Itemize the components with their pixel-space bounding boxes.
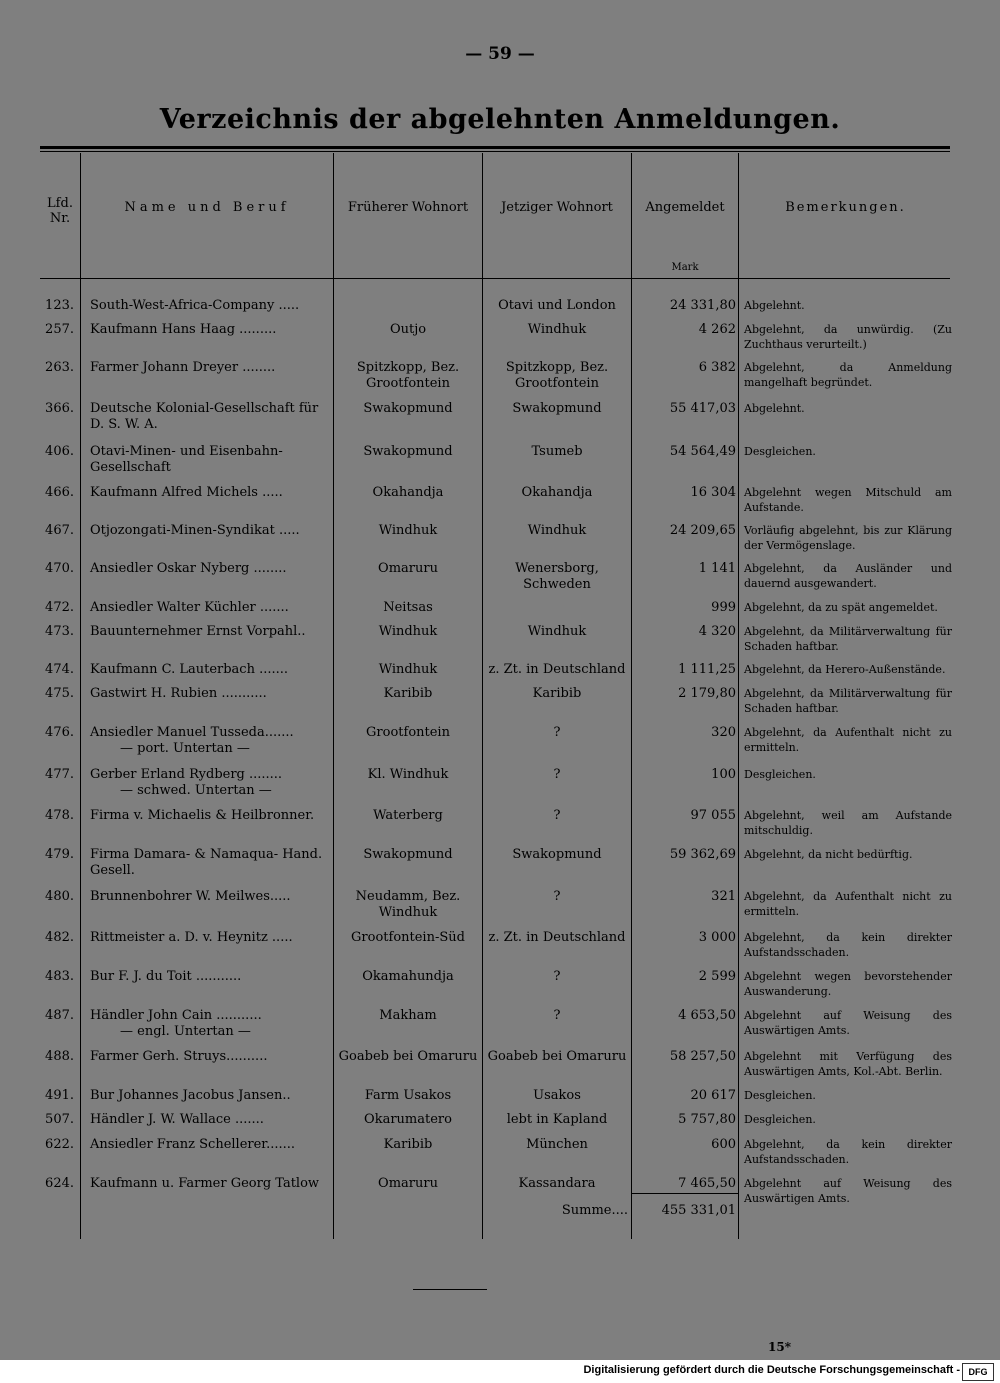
row-number: 479. [45,847,74,862]
row-frueher: Neudamm, Bez. Windhuk [355,889,461,920]
row-number: 470. [45,561,74,576]
row-frueher: Waterberg [373,808,443,823]
row-number: 480. [45,889,74,904]
row-bemerkung: Abgelehnt, weil am Aufstande mitschuldig. [744,809,952,837]
row-amount: 100 [711,767,736,782]
row-frueher: Outjo [389,322,427,337]
row-bemerkung: Vorläufig abgelehnt, bis zur Klärung der Vermögenslage. [744,524,952,552]
row-amount: 320 [711,725,736,740]
top-rule-thin [40,151,950,152]
row-bemerkung: Abgelehnt, da unwürdig. (Zu Zuchthaus verurteilt.) [744,323,952,351]
row-number: 477. [45,767,74,782]
row-bemerkung: Abgelehnt auf Weisung des Auswärtigen Amts. [744,1177,952,1205]
row-bemerkung: Abgelehnt, da nicht bedürftig. [744,848,913,861]
row-frueher: Spitzkopp, Bez. Grootfontein [356,360,460,391]
top-rule [40,146,950,149]
row-name: Ansiedler Walter Küchler ....... [90,600,289,615]
row-bemerkung: Desgleichen. [744,1113,816,1126]
row-name: Farmer Johann Dreyer ........ [90,360,276,375]
footer-bar [0,1360,1000,1383]
row-jetzt: Tsumeb [531,444,583,459]
row-frueher: Swakopmund [363,847,453,862]
end-rule [413,1289,487,1290]
row-frueher: Makham [379,1008,437,1023]
row-frueher: Omaruru [378,1176,438,1191]
signature-mark: 15* [768,1340,791,1354]
row-bemerkung: Abgelehnt, da Herero-Außenstände. [744,663,946,676]
row-bemerkung: Abgelehnt, da Ausländer und dauernd ausgewandert. [744,562,952,590]
row-frueher: Okamahundja [362,969,454,984]
row-bemerkung: Abgelehnt. [744,402,805,415]
row-number: 257. [45,322,74,337]
row-number: 483. [45,969,74,984]
dfg-logo: DFG [962,1363,994,1381]
row-number: 507. [45,1112,74,1127]
row-number: 466. [45,485,74,500]
row-jetzt: Kassandara [518,1176,596,1191]
row-bemerkung: Desgleichen. [744,1089,816,1102]
row-frueher: Swakopmund [363,401,453,416]
row-number: 473. [45,624,74,639]
row-number: 406. [45,444,74,459]
row-jetzt: Usakos [533,1088,581,1103]
row-bemerkung: Desgleichen. [744,445,816,458]
row-amount: 1 141 [698,561,736,576]
row-jetzt: Windhuk [527,523,587,538]
row-frueher: Okahandja [372,485,444,500]
row-jetzt: Karibib [532,686,582,701]
row-frueher: Windhuk [378,624,438,639]
row-name-note: — port. Untertan — [120,741,250,756]
row-number: 366. [45,401,74,416]
row-number: 474. [45,662,74,677]
row-name: Händler John Cain ........... [90,1008,262,1023]
row-bemerkung: Abgelehnt mit Verfügung des Auswärtigen Amts, Kol.-Abt. Berlin. [744,1050,952,1078]
row-jetzt: z. Zt. in Deutschland [488,662,626,677]
row-frueher: Omaruru [378,561,438,576]
row-number: 622. [45,1137,74,1152]
row-name: Brunnenbohrer W. Meilwes..... [90,889,291,904]
row-amount: 321 [711,889,736,904]
header-amount: Angemeldet [645,200,725,215]
row-name: Kaufmann C. Lauterbach ....... [90,662,289,677]
header-name: Name und Beruf [124,200,290,215]
row-amount: 1 111,25 [678,662,736,677]
row-frueher: Swakopmund [363,444,453,459]
row-bemerkung: Abgelehnt. [744,299,805,312]
row-jetzt: ? [553,767,561,782]
row-amount: 6 382 [698,360,736,375]
row-name: Bur F. J. du Toit ........... [90,969,242,984]
row-amount: 24 209,65 [669,523,736,538]
row-bemerkung: Abgelehnt, da zu spät angemeldet. [744,601,938,614]
row-bemerkung: Abgelehnt, da kein direkter Aufstandsschaden. [744,1138,952,1166]
row-amount: 54 564,49 [669,444,736,459]
row-name-note: — engl. Untertan — [120,1024,251,1039]
row-frueher: Windhuk [378,523,438,538]
row-amount: 4 262 [698,322,736,337]
row-name: Otavi-Minen- und Eisenbahn-Gesellschaft [90,444,283,475]
row-amount: 2 179,80 [678,686,736,701]
row-number: 472. [45,600,74,615]
row-name: Gerber Erland Rydberg ........ [90,767,283,782]
row-name: Rittmeister a. D. v. Heynitz ..... [90,930,293,945]
row-name: Ansiedler Oskar Nyberg ........ [90,561,287,576]
row-amount: 600 [711,1137,736,1152]
row-jetzt: Wenersborg, Schweden [515,561,599,592]
header-jetzt: Jetziger Wohnort [501,200,613,215]
row-number: 476. [45,725,74,740]
row-number: 478. [45,808,74,823]
row-name: Ansiedler Manuel Tusseda....... [90,725,294,740]
column-divider [482,153,483,1239]
row-frueher: Goabeb bei Omaruru [338,1049,478,1064]
row-amount: 5 757,80 [678,1112,736,1127]
row-frueher: Windhuk [378,662,438,677]
row-amount: 999 [711,600,736,615]
header-nr: Lfd. Nr. [47,196,73,226]
row-number: 475. [45,686,74,701]
row-amount: 24 331,80 [669,298,736,313]
row-amount: 97 055 [690,808,736,823]
row-amount: 55 417,03 [669,401,736,416]
row-amount: 58 257,50 [669,1049,736,1064]
row-name: Ansiedler Franz Schellerer....... [90,1137,296,1152]
header-rule [40,278,950,279]
row-amount: 59 362,69 [669,847,736,862]
row-name: Firma v. Michaelis & Heilbronner. [90,808,315,823]
page-title: Verzeichnis der abgelehnten Anmeldungen. [159,104,841,135]
row-jetzt: Spitzkopp, Bez. Grootfontein [505,360,609,391]
row-name: Otjozongati-Minen-Syndikat ..... [90,523,300,538]
row-number: 491. [45,1088,74,1103]
row-number: 467. [45,523,74,538]
footer-text: Digitalisierung gefördert durch die Deutsche Forschungsgemeinschaft - [583,1364,960,1376]
row-frueher: Karibib [383,1137,433,1152]
row-name: Kaufmann Hans Haag ......... [90,322,277,337]
row-name: Deutsche Kolonial-Gesellschaft für D. S. W. A. [90,401,319,432]
row-jetzt: Swakopmund [512,847,602,862]
row-amount: 2 599 [698,969,736,984]
row-amount: 4 653,50 [678,1008,736,1023]
row-bemerkung: Desgleichen. [744,768,816,781]
row-jetzt: Windhuk [527,624,587,639]
column-divider [738,153,739,1239]
row-bemerkung: Abgelehnt, da Aufenthalt nicht zu ermitteln. [744,726,952,754]
row-name: Bauunternehmer Ernst Vorpahl.. [90,624,306,639]
row-bemerkung: Abgelehnt, da Militärverwaltung für Schaden haftbar. [744,625,952,653]
row-name: Firma Damara- & Namaqua- Hand. Gesell. [90,847,323,878]
row-bemerkung: Abgelehnt wegen Mitschuld am Aufstande. [744,486,952,514]
header-unit: Mark [671,262,699,273]
header-frueher: Früherer Wohnort [347,200,469,215]
row-number: 624. [45,1176,74,1191]
row-bemerkung: Abgelehnt, da Militärverwaltung für Schaden haftbar. [744,687,952,715]
row-number: 482. [45,930,74,945]
row-name: Gastwirt H. Rubien ........... [90,686,267,701]
row-jetzt: Swakopmund [512,401,602,416]
page-number: — 59 — [465,44,535,64]
row-amount: 16 304 [690,485,736,500]
sum-label: Summe.... [561,1203,628,1218]
header-bemerkungen: Bemerkungen. [785,200,906,215]
row-name: Bur Johannes Jacobus Jansen.. [90,1088,291,1103]
sum-rule [632,1193,738,1194]
row-frueher: Grootfontein-Süd [351,930,465,945]
row-bemerkung: Abgelehnt, da Anmeldung mangelhaft begründet. [744,361,952,389]
row-jetzt: z. Zt. in Deutschland [488,930,626,945]
row-jetzt: Windhuk [527,322,587,337]
row-name: South-West-Africa-Company ..... [90,298,300,313]
row-frueher: Kl. Windhuk [367,767,449,782]
row-frueher: Karibib [383,686,433,701]
row-bemerkung: Abgelehnt, da kein direkter Aufstandsschaden. [744,931,952,959]
row-jetzt: ? [553,889,561,904]
row-name: Händler J. W. Wallace ....... [90,1112,264,1127]
row-bemerkung: Abgelehnt auf Weisung des Auswärtigen Amts. [744,1009,952,1037]
row-jetzt: lebt in Kapland [506,1112,608,1127]
row-name: Kaufmann Alfred Michels ..... [90,485,283,500]
row-jetzt: ? [553,808,561,823]
row-frueher: Grootfontein [366,725,450,740]
row-name-note: — schwed. Untertan — [120,783,272,798]
row-name: Kaufmann u. Farmer Georg Tatlow [90,1176,320,1191]
row-amount: 3 000 [698,930,736,945]
row-bemerkung: Abgelehnt, da Aufenthalt nicht zu ermitteln. [744,890,952,918]
row-frueher: Neitsas [383,600,433,615]
row-number: 263. [45,360,74,375]
row-jetzt: ? [553,969,561,984]
row-jetzt: Goabeb bei Omaruru [487,1049,627,1064]
row-jetzt: ? [553,725,561,740]
row-name: Farmer Gerh. Struys.......... [90,1049,268,1064]
row-jetzt: München [526,1137,588,1152]
row-frueher: Farm Usakos [364,1088,452,1103]
row-number: 487. [45,1008,74,1023]
row-amount: 20 617 [690,1088,736,1103]
row-jetzt: Otavi und London [498,298,616,313]
row-amount: 4 320 [698,624,736,639]
row-bemerkung: Abgelehnt wegen bevorstehender Auswanderung. [744,970,952,998]
row-frueher: Okarumatero [364,1112,452,1127]
row-amount: 7 465,50 [678,1176,736,1191]
row-number: 488. [45,1049,74,1064]
row-jetzt: ? [553,1008,561,1023]
column-divider [80,153,81,1239]
sum-value: 455 331,01 [661,1203,736,1218]
row-number: 123. [45,298,74,313]
row-jetzt: Okahandja [521,485,593,500]
